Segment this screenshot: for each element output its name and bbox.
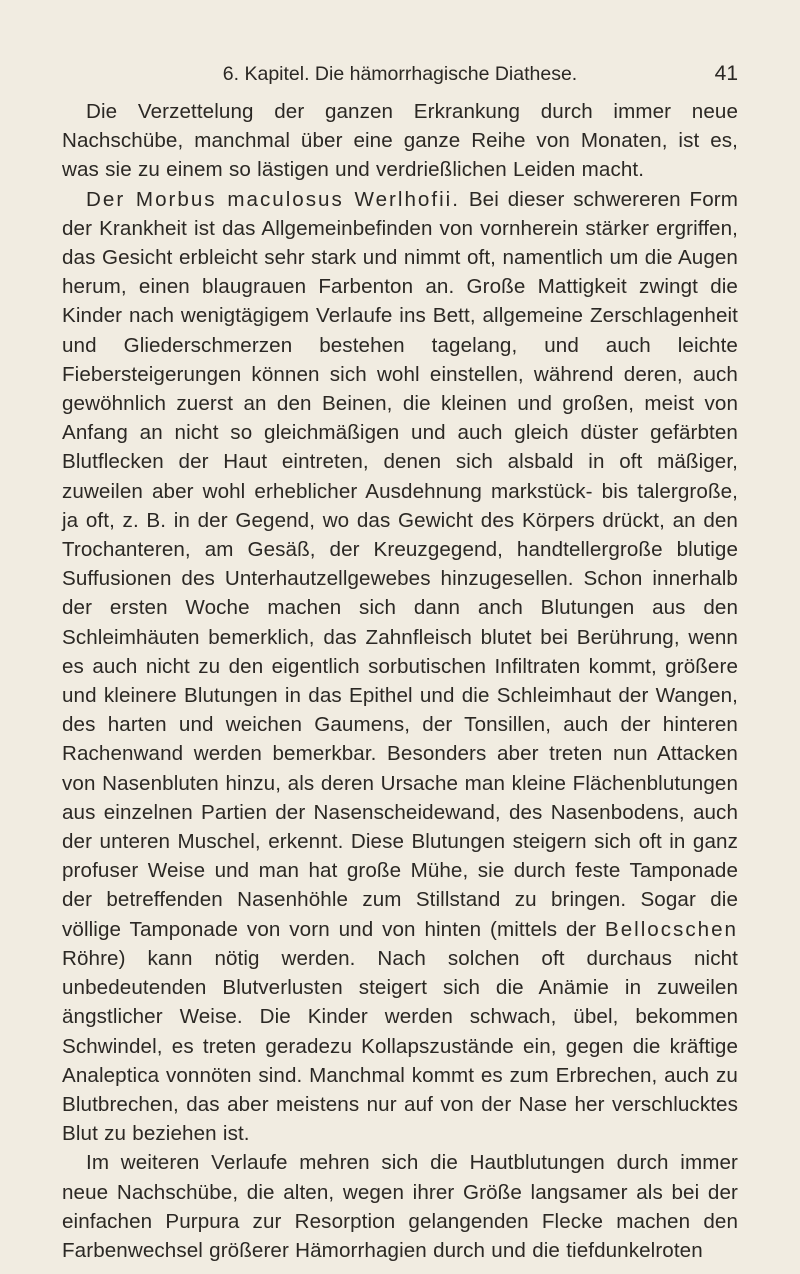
- body-text: [62, 97, 738, 1265]
- paragraph-2-text-a: Bei dieser schwereren Form der Krankheit ist das Allgemeinbefinden von vornherein stärker ergriffen, das Gesicht erbleicht sehr stark und nimmt oft, namentlich um die Augen herum, einen blaugrauen Farbenton an. Große Mattigkeit zwingt die Kinder nach wenigtägigem Verlaufe ins Bett, allgemeine Zerschlagenheit und Gliederschmerzen bestehen tagelang, und auch leichte Fiebersteigerungen können sich wohl einstellen, während deren, auch gewöhnlich zuerst an den Beinen, die kleinen und großen, meist von Anfang an nicht so gleichmäßigen und auch gleich düster gefärbten Blutflecken der Haut eintreten, denen sich alsbald in oft mäßiger, zuweilen aber wohl erheblicher Ausdehnung markstück- bis talergroße, ja oft, z. B. in der Gegend, wo das Gewicht des Körpers drückt, an den Trochanteren, am Gesäß, der Kreuzgegend, handtellergroße blutige Suffusionen des Unterhautzellgewebes hinzugesellen. Schon innerhalb der ersten Woche machen sich dann anch Blutungen aus den Schleimhäuten bemerklich, das Zahnfleisch blutet bei Berührung, wenn es auch nicht zu den eigentlich sorbutischen Infiltraten kommt, größere und kleinere Blutungen in das Epithel und die Schleimhaut der Wangen, des harten und weichen Gaumens, der Tonsillen, auch der hinteren Rachenwand werden bemerkbar. Besonders aber treten nun Attacken von Nasenbluten hinzu, als deren Ursache man kleine Flächenblutungen aus einzelnen Partien der Nasenscheidewand, des Nasenbodens, auch der unteren Muschel, erkennt. Diese Blutungen steigern sich oft in ganz profuser Weise und man hat große Mühe, sie durch feste Tamponade der betreffenden Nasenhöhle zum Stillstand zu bringen. Sogar die völlige Tamponade von vorn und von hinten (mittels der: [62, 187, 738, 941]
- running-header: [62, 56, 738, 92]
- paragraph-2: [62, 185, 738, 1149]
- paragraph-3: Im weiteren Verlaufe mehren sich die Hautblutungen durch immer neue Nachschübe, die alten, wegen ihrer Größe langsamer als bei der einfachen Purpura zur Resorption gelangenden Flecke machen den Farbenwechsel größerer Hämorrhagien durch und die tiefdunkelroten: [62, 1151, 738, 1262]
- section-heading: Der Morbus maculosus Werlhofii.: [86, 187, 460, 211]
- page-number: 41: [714, 62, 738, 85]
- chapter-title: 6. Kapitel. Die hämorrhagische Diathese.: [222, 63, 578, 85]
- bellocq-term: Bellocschen: [604, 917, 738, 941]
- paragraph-2-text-b: Röhre) kann nötig werden. Nach solchen oft durchaus nicht unbedeutenden Blutverlusten steigert sich die Anämie in zuweilen ängstlicher Weise. Die Kinder werden schwach, übel, bekommen Schwindel, es treten geradezu Kollapszustände ein, gegen die kräftige Analeptica vonnöten sind. Manchmal kommt es zum Erbrechen, auch zu Blutbrechen, das aber meistens nur auf von der Nase her verschlucktes Blut zu beziehen ist.: [62, 946, 738, 1146]
- paragraph-1: Die Verzettelung der ganzen Erkrankung durch immer neue Nachschübe, manchmal über eine ganze Reihe von Monaten, ist es, was sie zu einem so lästigen und verdrießlichen Leiden macht.: [62, 100, 738, 182]
